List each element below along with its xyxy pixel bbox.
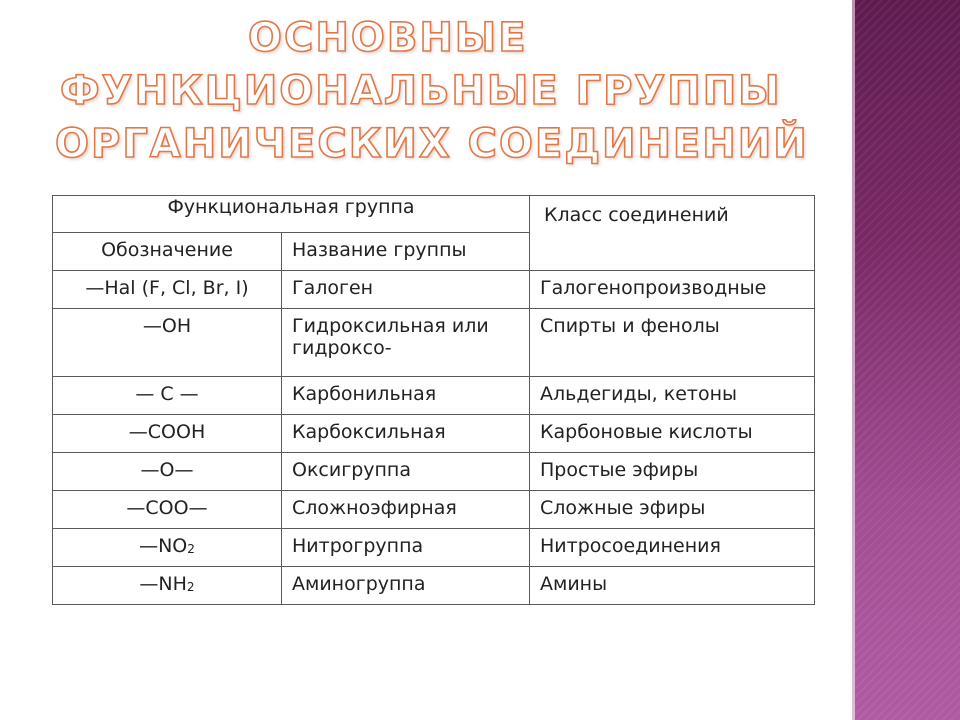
title-line-1: ОСНОВНЫЕ bbox=[248, 15, 528, 61]
cell-symbol: — C — bbox=[53, 377, 282, 415]
header-compound-class: Класс соединений bbox=[530, 196, 815, 271]
cell-group-name: Оксигруппа bbox=[282, 453, 530, 491]
decorative-band-texture bbox=[855, 0, 960, 720]
cell-compound-class: Спирты и фенолы bbox=[530, 309, 815, 377]
cell-symbol: —COO— bbox=[53, 491, 282, 529]
cell-compound-class: Простые эфиры bbox=[530, 453, 815, 491]
cell-compound-class: Нитросоединения bbox=[530, 529, 815, 567]
symbol-subscript: 2 bbox=[187, 542, 195, 556]
cell-symbol: —O— bbox=[53, 453, 282, 491]
title-line-2: ФУНКЦИОНАЛЬНЫЕ ГРУППЫ bbox=[60, 68, 782, 114]
cell-symbol: —COOH bbox=[53, 415, 282, 453]
cell-group-name: Гидроксильная или гидроксо- bbox=[282, 309, 530, 377]
cell-group-name: Карбоксильная bbox=[282, 415, 530, 453]
table-row bbox=[53, 377, 815, 415]
cell-compound-class: Амины bbox=[530, 567, 815, 605]
table-header-row bbox=[53, 196, 815, 233]
cell-symbol: —OH bbox=[53, 309, 282, 377]
table-row bbox=[53, 567, 815, 605]
table-row bbox=[53, 491, 815, 529]
table-row bbox=[53, 529, 815, 567]
cell-group-name: Аминогруппа bbox=[282, 567, 530, 605]
table-row bbox=[53, 309, 815, 377]
header-functional-group: Функциональная группа bbox=[53, 196, 530, 233]
table-row bbox=[53, 453, 815, 491]
cell-compound-class: Галогенопроизводные bbox=[530, 271, 815, 309]
slide-title bbox=[55, 12, 809, 171]
cell-group-name: Карбонильная bbox=[282, 377, 530, 415]
cell-compound-class: Карбоновые кислоты bbox=[530, 415, 815, 453]
cell-symbol bbox=[53, 567, 282, 605]
cell-group-name: Нитрогруппа bbox=[282, 529, 530, 567]
cell-compound-class: Альдегиды, кетоны bbox=[530, 377, 815, 415]
table-row bbox=[53, 415, 815, 453]
table-row bbox=[53, 271, 815, 309]
symbol-subscript: 2 bbox=[186, 580, 195, 594]
header-symbol: Обозначение bbox=[53, 233, 282, 271]
functional-groups-table bbox=[52, 195, 815, 605]
symbol-text: —NO bbox=[139, 535, 188, 557]
cell-group-name: Галоген bbox=[282, 271, 530, 309]
cell-symbol: —Hal (F, Cl, Br, I) bbox=[53, 271, 282, 309]
header-group-name: Название группы bbox=[282, 233, 530, 271]
title-line-3: ОРГАНИЧЕСКИХ СОЕДИНЕНИЙ bbox=[55, 121, 809, 167]
symbol-text: —NH bbox=[139, 573, 187, 595]
cell-symbol bbox=[53, 529, 282, 567]
cell-group-name: Сложноэфирная bbox=[282, 491, 530, 529]
cell-compound-class: Сложные эфиры bbox=[530, 491, 815, 529]
